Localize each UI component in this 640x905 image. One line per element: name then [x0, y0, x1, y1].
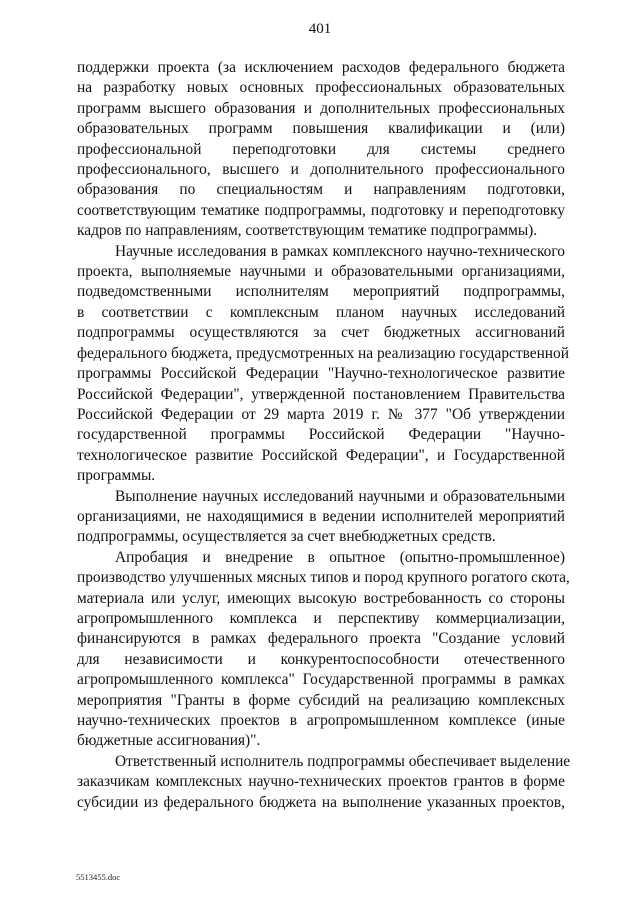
paragraph [77, 58, 565, 242]
text-line: производство улучшенных мясных типов и пород крупного рогатого скота, [77, 569, 570, 587]
paragraph [77, 242, 569, 487]
paragraph [77, 487, 565, 548]
text-line: Научные исследования в рамках комплексного научно-технического [115, 242, 565, 260]
text-line: федерального бюджета, предусмотренных на реализацию государственной [77, 344, 569, 362]
text-line: технологическое развитие Российской Федерации", и Государственной [77, 446, 565, 464]
document-footer-code: 5513455.doc [76, 872, 121, 882]
text-line: государственной программы Российской Федерации "Научно- [77, 426, 565, 444]
text-line: Российской Федерации от 29 марта 2019 г. № 377 "Об утверждении [77, 405, 565, 423]
text-line: агропромышленного комплекса" Государственной программы в рамках [77, 671, 565, 689]
text-line: программы. [77, 467, 156, 485]
text-line: на разработку новых основных профессиональных образовательных [77, 79, 565, 97]
text-line: финансируются в рамках федерального проекта "Создание условий [77, 630, 565, 648]
text-line: научно-технических проектов в агропромышленном комплексе (иные [77, 712, 565, 729]
text-line: соответствующим тематике подпрограммы, подготовку и переподготовку [77, 201, 565, 219]
text-line: Ответственный исполнитель подпрограммы обеспечивает выделение [115, 752, 571, 770]
page-number: 401 [308, 21, 332, 37]
text-line: Апробация и внедрение в опытное (опытно-промышленное) [115, 548, 565, 566]
text-line: кадров по направлениям, соответствующим тематике подпрограммы). [77, 222, 538, 240]
paragraph [77, 752, 571, 813]
text-line: агропромышленного комплекса и перспективу коммерциализации, [77, 609, 565, 627]
text-line: мероприятия "Гранты в форме субсидий на реализацию комплексных [77, 691, 565, 709]
text-line: подведомственными исполнителям мероприятий подпрограммы, [77, 283, 565, 301]
text-line: подпрограммы осуществляются за счет бюджетных ассигнований [77, 324, 565, 342]
text-line: в соответствии с комплексным планом научных исследований [77, 303, 565, 321]
text-line: проекта, выполняемые научными и образовательными организациями, [77, 263, 565, 281]
text-line: заказчикам комплексных научно-технических проектов грантов в форме [77, 773, 565, 791]
text-line: Российской Федерации", утвержденной постановлением Правительства [77, 385, 565, 403]
text-line: Выполнение научных исследований научными и образовательными [115, 487, 565, 505]
text-line: профессиональной переподготовки для системы среднего [77, 140, 565, 158]
text-line: профессионального, высшего и дополнительного профессионального [77, 161, 565, 179]
text-line: организациями, не находящимися в ведении исполнителей мероприятий [77, 507, 565, 525]
text-line: субсидии из федерального бюджета на выполнение указанных проектов, [77, 793, 565, 811]
text-line: образовательных программ повышения квалификации и (или) [77, 120, 565, 138]
text-line: программы Российской Федерации "Научно-технологическое развитие [77, 365, 565, 383]
text-line: подпрограммы, осуществляется за счет внебюджетных средств. [77, 528, 496, 546]
text-line: программ высшего образования и дополнительных профессиональных [77, 99, 565, 117]
document-body [77, 58, 571, 813]
text-line: бюджетные ассигнования)". [77, 732, 261, 750]
text-line: материала или услуг, имеющих высокую востребованность со стороны [77, 589, 565, 607]
text-line: для независимости и конкурентоспособности отечественного [77, 650, 565, 668]
paragraph [77, 548, 570, 752]
text-line: образования по специальностям и направлениям подготовки, [77, 181, 565, 199]
text-line: поддержки проекта (за исключением расходов федерального бюджета [77, 59, 565, 76]
